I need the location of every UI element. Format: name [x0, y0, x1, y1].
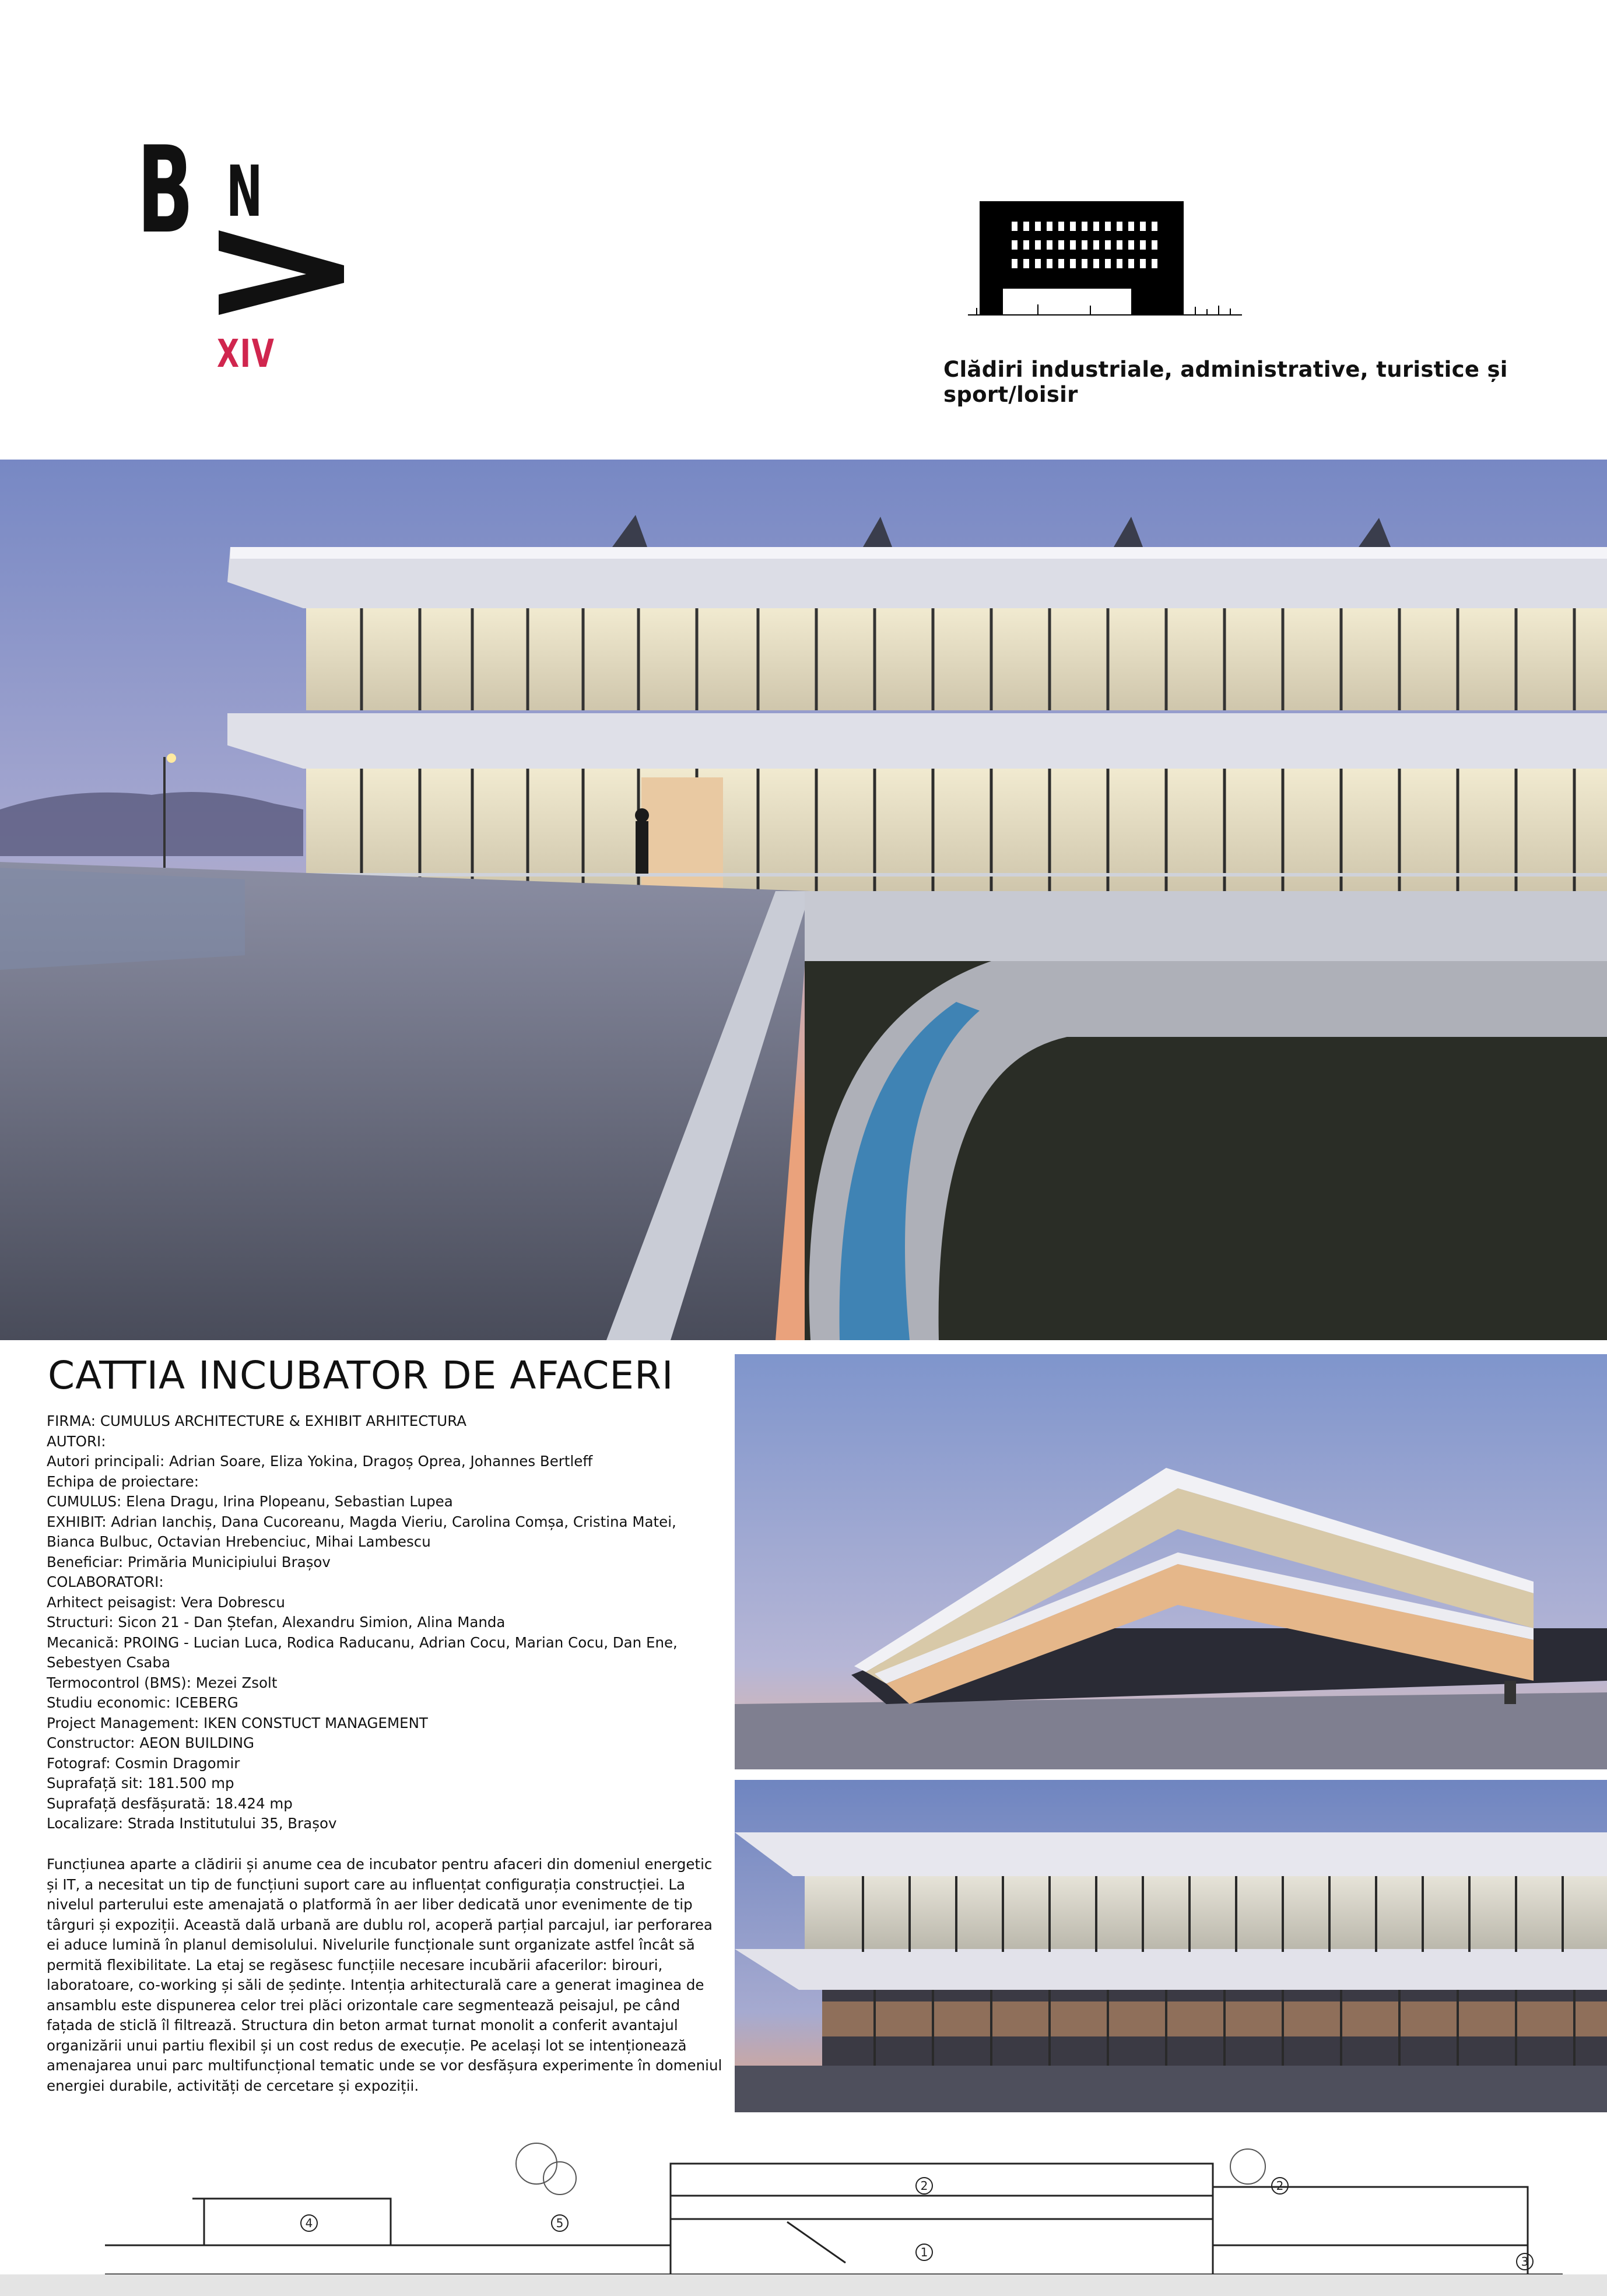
credit-line: Constructor: AEON BUILDING [47, 1734, 255, 1751]
section-label: 1 [920, 2245, 928, 2259]
logo-letter-a-mark [219, 230, 344, 315]
logo-letter-b: B [137, 121, 191, 260]
credit-line: Echipa de proiectare: [47, 1473, 199, 1490]
project-title: CATTIA INCUBATOR DE AFACERI [48, 1353, 674, 1398]
credit-line: Suprafață desfășurată: 18.424 mp [47, 1794, 293, 1812]
credit-line: Structuri: Sicon 21 - Dan Ștefan, Alexandru Simion, Alina Manda [47, 1614, 506, 1631]
credit-line: Fotograf: Cosmin Dragomir [47, 1754, 240, 1772]
credit-line: AUTORI: [47, 1432, 106, 1450]
category-label: Clădiri industriale, administrative, turistice și sport/loisir [943, 357, 1508, 407]
section-label: 2 [1276, 2179, 1284, 2193]
section-label: 2 [920, 2179, 928, 2193]
section-label: 4 [305, 2216, 313, 2230]
credit-line: COLABORATORI: [47, 1573, 164, 1590]
building-section-drawing [0, 2123, 1607, 2296]
building-category-icon [968, 198, 1242, 338]
credit-line: Bianca Bulbuc, Octavian Hrebenciuc, Mihai Lambescu [47, 1533, 431, 1550]
edition-number: XIV [217, 331, 275, 376]
logo-letter-n: N [226, 152, 263, 233]
credit-line: Studiu economic: ICEBERG [47, 1694, 238, 1711]
credit-line: EXHIBIT: Adrian Ianchiș, Dana Cucoreanu, Magda Vieriu, Carolina Comșa, Cristina Matei, [47, 1513, 676, 1530]
credit-line: Autori principali: Adrian Soare, Eliza Yokina, Dragoș Oprea, Johannes Bertleff [47, 1453, 593, 1470]
credit-line: Arhitect peisagist: Vera Dobrescu [47, 1593, 285, 1611]
credit-line: Termocontrol (BMS): Mezei Zsolt [47, 1674, 278, 1691]
credit-line: Project Management: IKEN CONSTUCT MANAGEMENT [47, 1714, 428, 1731]
credit-line: Beneficiar: Primăria Municipiului Brașov [47, 1553, 331, 1571]
project-description: Funcțiunea aparte a clădirii și anume cea de incubator pentru afaceri din domeniul energetic și IT, a necesitat un tip de funcțiuni suport care au influențat configurația construcției. La nivelul parterului este amenajată o platformă în aer liber dedicată unor evenimente de tip târguri și expoziții. Această dală urbană are dublu rol, acoperă parțial parcajul, iar perforarea ei aduce lumină în planul demisolului. Nivelurile funcționale sunt organizate astfel încât să permită flexibilitate. La etaj se regăsesc funcțiile necesare incubării afacerilor: birouri, laboratoare, co-working și săli de ședințe. Intenția arhitecturală care a generat imaginea de ansamblu este dispunerea celor trei plăci orizontale care segmentează peisajul, pe când fațada de sticlă îl filtrează. Structura din beton armat turnat monolit a conferit avantajul organizării unui partiu flexibil și un cost redus de execuție. Pe același lot se intenționează amenajarea unui parc multifuncțional tematic unde se vor desfășura experimente în domeniul energiei durabile, activități de cercetare și expoziții. [47, 1856, 722, 2094]
credit-line: Suprafață sit: 181.500 mp [47, 1775, 234, 1792]
credit-line: CUMULUS: Elena Dragu, Irina Plopeanu, Sebastian Lupea [47, 1493, 453, 1510]
credits-block [47, 1411, 723, 1834]
section-label: 5 [556, 2216, 564, 2230]
credit-line: Mecanică: PROING - Lucian Luca, Rodica Raducanu, Adrian Cocu, Marian Cocu, Dan Ene, [47, 1634, 678, 1651]
perspective-photo [735, 1354, 1607, 1769]
credit-line: Sebestyen Csaba [47, 1654, 170, 1671]
facade-photo [735, 1780, 1607, 2112]
hero-photo [0, 460, 1607, 1340]
credit-line: Localizare: Strada Institutului 35, Brașov [47, 1815, 337, 1832]
credit-line: FIRMA: CUMULUS ARCHITECTURE & EXHIBIT ARHITECTURA [47, 1412, 466, 1429]
section-label: 3 [1521, 2255, 1529, 2269]
